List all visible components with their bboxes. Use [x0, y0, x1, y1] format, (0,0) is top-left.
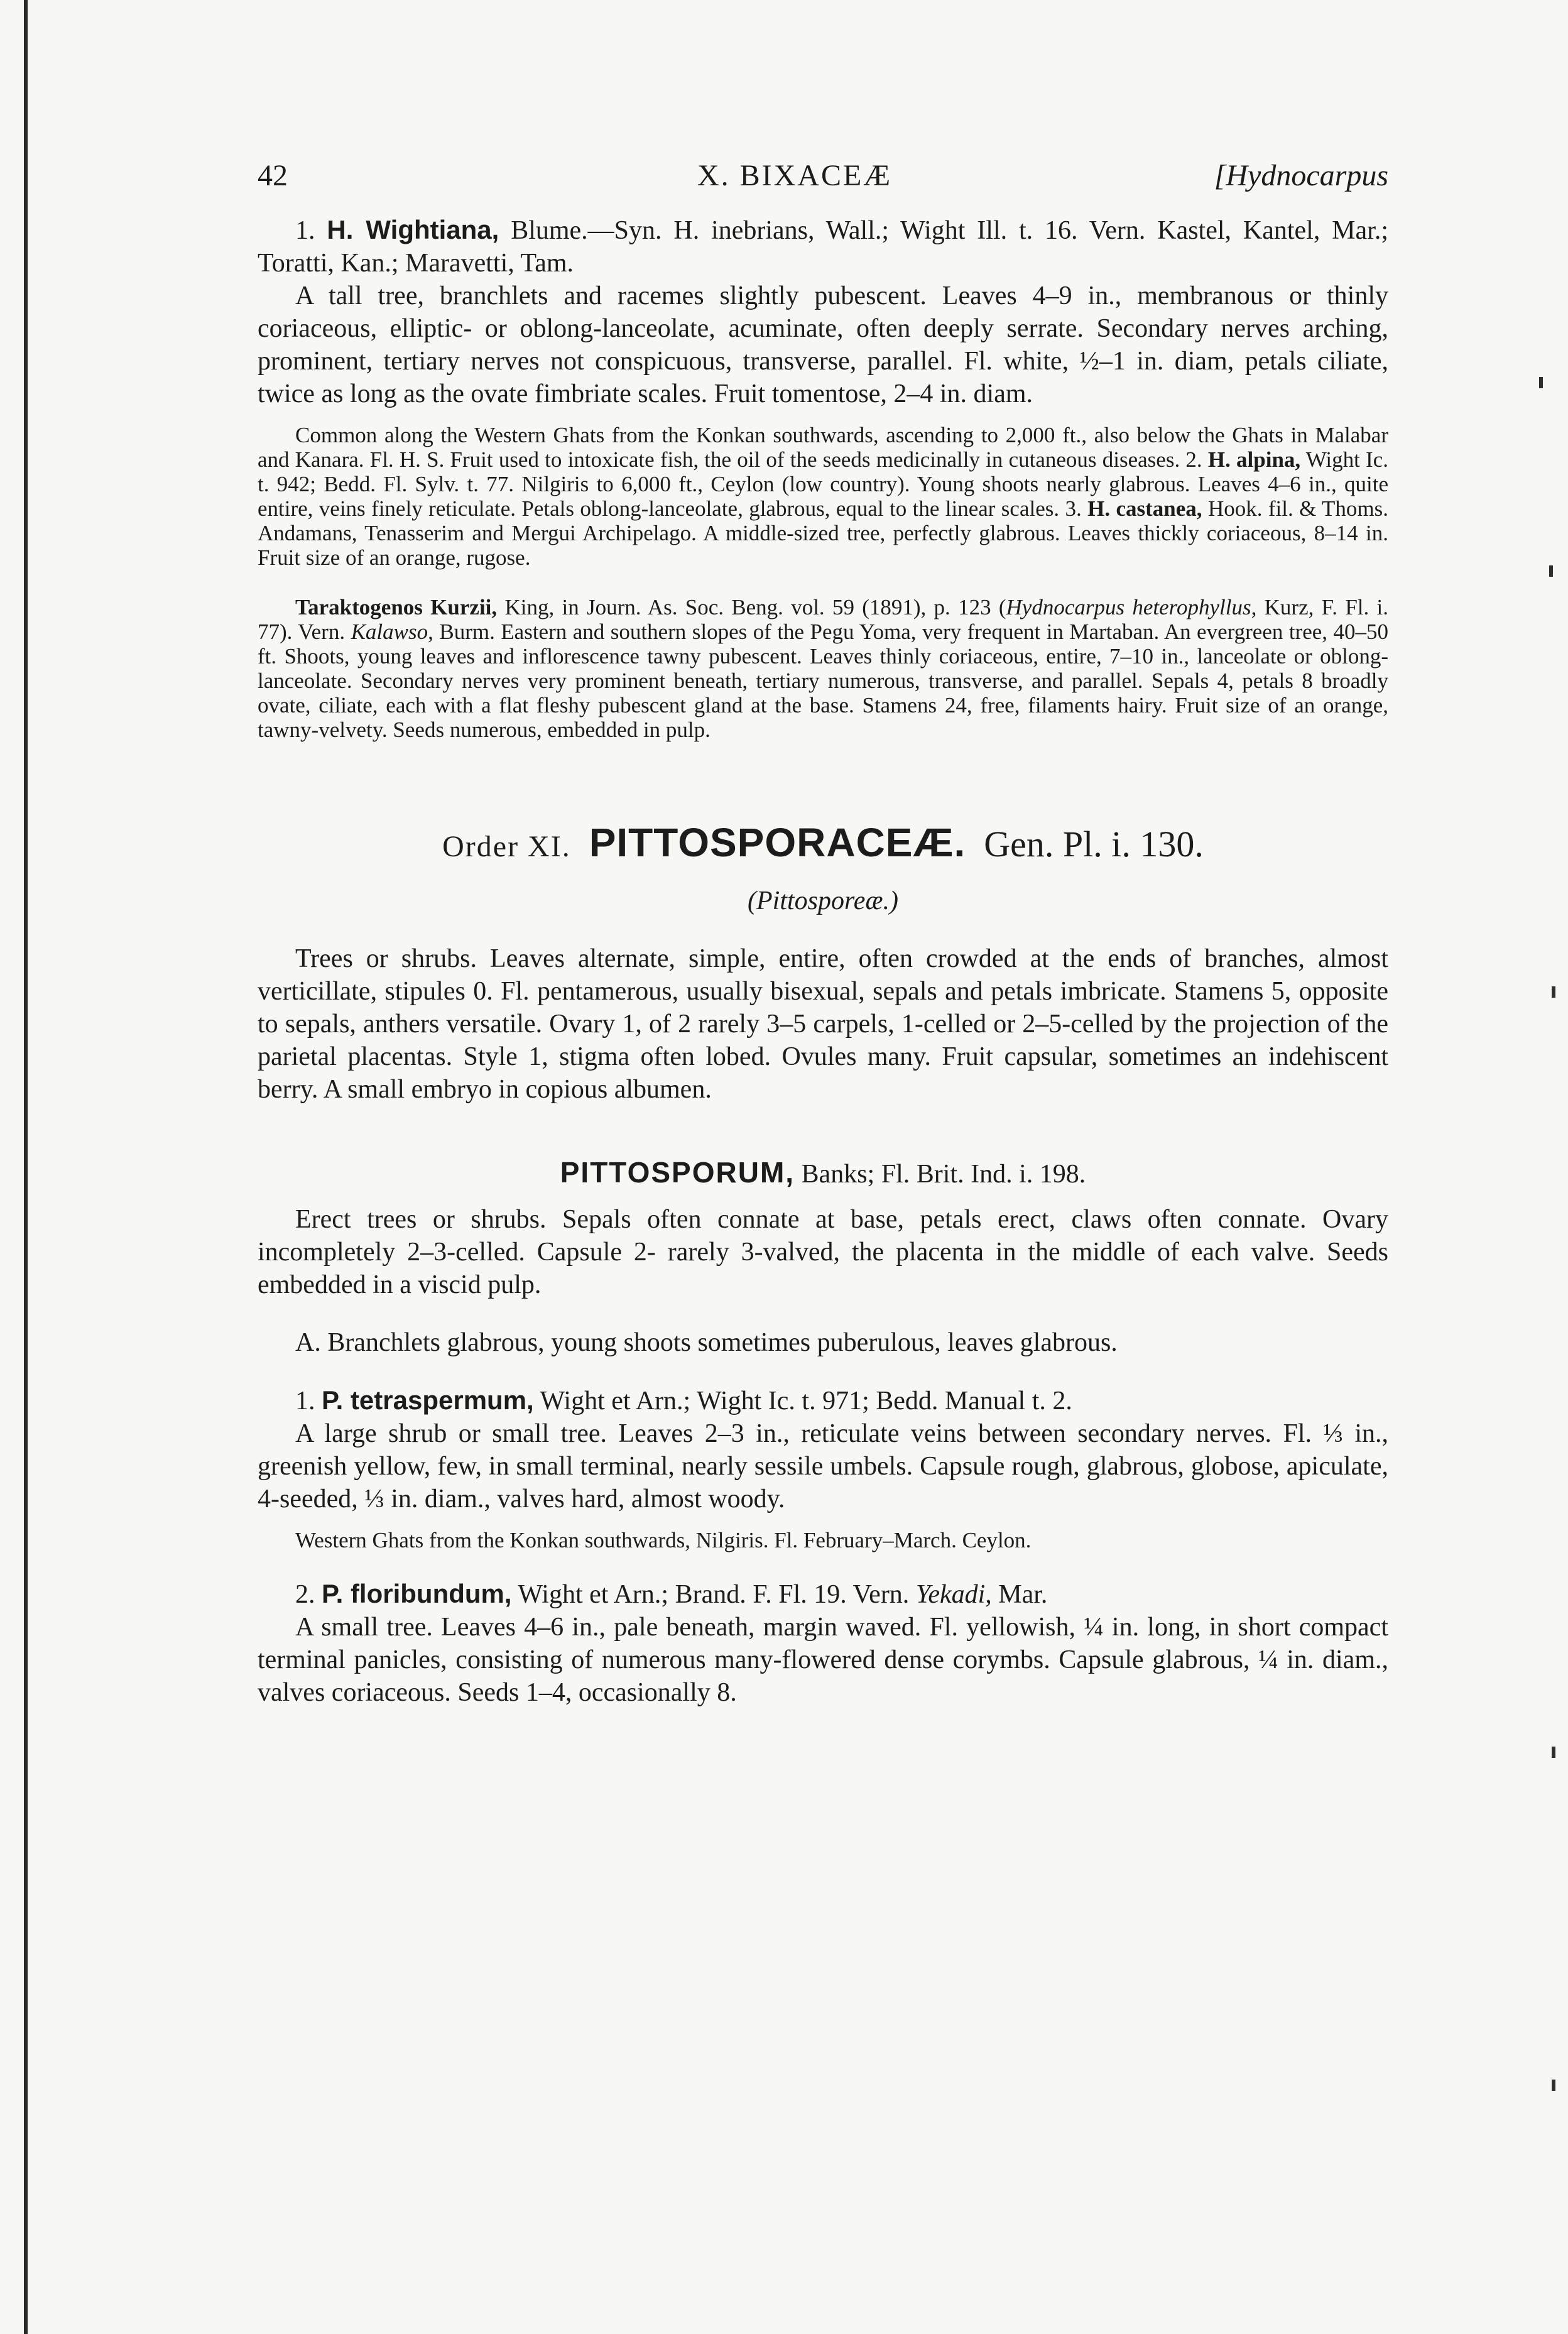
species-reference: Wight et Arn.; Brand. F. Fl. 19. Vern.: [518, 1580, 910, 1609]
order-name: PITTOSPORACEÆ.: [589, 820, 966, 865]
species-name-alpina: H. alpina,: [1207, 447, 1301, 472]
species-h-wightiana-heading: [258, 214, 1388, 280]
species-synonymy: Blume.—Syn. H. inebrians, Wall.; Wight Ill. t. 16. Vern. Kastel, Kantel, Mar.; Toratti, Kan.; Maravetti, Tam.: [258, 216, 1389, 278]
species-name: P. tetraspermum,: [322, 1385, 534, 1415]
taraktogenos-name: Taraktogenos Kurzii,: [295, 595, 498, 619]
species-p-tetraspermum-heading: [258, 1384, 1388, 1417]
species-name: H. Wightiana,: [327, 215, 499, 244]
header-genus: [Hydnocarpus: [1214, 159, 1388, 192]
order-title: [258, 817, 1388, 872]
running-header: [258, 151, 1388, 201]
species-vernacular: Yekadi,: [915, 1580, 992, 1609]
species-p-floribundum-heading: 2. P. floribundum, Wight et Arn.; Brand. F. Fl. 19. Vern. Yekadi, Mar.: [295, 1579, 1048, 1609]
genus-heading: [258, 1156, 1388, 1191]
genus-name: PITTOSPORUM,: [560, 1156, 795, 1189]
genus-description: Erect trees or shrubs. Sepals often connate at base, petals erect, claws often connate. Ovary incompletely 2–3-celled. Capsule 2- rarely 3-valved, the placenta in the middle of each valve. Seeds embedded in a viscid pulp.: [258, 1205, 1388, 1299]
margin-speck: [1539, 377, 1543, 388]
taraktogenos-note: Taraktogenos Kurzii, King, in Journ. As. Soc. Beng. vol. 59 (1891), p. 123 (Hydnocarpus heterophyllus, Kurz, F. Fl. i. 77). Vern. Kalawso, Burm. Eastern and southern slopes of the Pegu Yoma, very frequent in Martaban. An evergreen tree, 40–50 ft. Shoots, young leaves and inflorescence tawny pubescent. Leaves thinly coriaceous, entire, 7–10 in., lanceolate or oblong-lanceolate. Secondary nerves very prominent beneath, tertiary numerous, transverse, and parallel. Sepals 4, petals 8 broadly ovate, ciliate, each with a flat fleshy pubescent gland at the base. Stamens 24, free, filaments hairy. Fruit size of an orange, tawny-velvety. Seeds numerous, embedded in pulp.: [258, 595, 1389, 742]
scan-binding-edge: [24, 0, 28, 2334]
species-reference: Wight et Arn.; Wight Ic. t. 971; Bedd. Manual t. 2.: [540, 1387, 1072, 1415]
order-alt-name: (Pittosporeæ.): [748, 886, 898, 915]
species-description: A small tree. Leaves 4–6 in., pale beneath, margin waved. Fl. yellowish, ¼ in. long, in short compact terminal panicles, consisting of numerous many-flowered dense corymbs. Capsule glabrous, ¼ in. diam., valves coriaceous. Seeds 1–4, occasionally 8.: [258, 1613, 1388, 1707]
order-reference: Gen. Pl. i. 130.: [984, 824, 1204, 864]
margin-speck: [1552, 1747, 1555, 1758]
margin-speck: [1549, 565, 1553, 577]
book-page: [258, 151, 1388, 1709]
species-name: P. floribundum,: [322, 1579, 512, 1608]
header-order: X. BIXACEÆ: [697, 159, 893, 192]
key-group-a: A. Branchlets glabrous, young shoots sometimes puberulous, leaves glabrous.: [295, 1328, 1118, 1357]
order-description: Trees or shrubs. Leaves alternate, simple, entire, often crowded at the ends of branches, almost verticillate, stipules 0. Fl. pentamerous, usually bisexual, sepals and petals imbricate. Stamens 5, opposite to sepals, anthers versatile. Ovary 1, of 2 rarely 3–5 carpels, 1-celled or 2–5-celled by the projection of the parietal placentas. Style 1, stigma often lobed. Ovules many. Fruit capsular, sometimes an indehiscent berry. A small embryo in copious albumen.: [258, 944, 1388, 1104]
species-distribution: Western Ghats from the Konkan southwards, Nilgiris. Fl. February–March. Ceylon.: [295, 1528, 1032, 1552]
margin-speck: [1552, 986, 1555, 998]
margin-speck: [1552, 2080, 1555, 2091]
species-number: 1.: [295, 216, 315, 245]
species-number: 2.: [295, 1580, 315, 1609]
species-description: A tall tree, branchlets and racemes slightly pubescent. Leaves 4–9 in., membranous or thinly coriaceous, elliptic- or oblong-lanceolate, acuminate, often deeply serrate. Secondary nerves arching, prominent, tertiary nerves not conspicuous, transverse, parallel. Fl. white, ½–1 in. diam, petals ciliate, twice as long as the ovate fimbriate scales. Fruit tomentose, 2–4 in. diam.: [258, 281, 1388, 408]
page-number: 42: [258, 159, 288, 192]
species-name-castanea: H. castanea,: [1087, 496, 1202, 521]
species-number: 1.: [295, 1387, 315, 1415]
genus-reference: Banks; Fl. Brit. Ind. i. 198.: [801, 1160, 1086, 1189]
species-notes: Common along the Western Ghats from the Konkan southwards, ascending to 2,000 ft., also below the Ghats in Malabar and Kanara. Fl. H. S. Fruit used to intoxicate fish, the oil of the seeds medicinally in cutaneous diseases. 2. H. alpina, Wight Ic. t. 942; Bedd. Fl. Sylv. t. 77. Nilgiris to 6,000 ft., Ceylon (low country). Young shoots nearly glabrous. Leaves 4–6 in., quite entire, veins finely reticulate. Petals oblong-lanceolate, glabrous, equal to the linear scales. 3. H. castanea, Hook. fil. & Thoms. Andamans, Tenasserim and Mergui Archipelago. A middle-sized tree, perfectly glabrous. Leaves thickly coriaceous, 8–14 in. Fruit size of an orange, rugose.: [258, 423, 1389, 570]
species-description: A large shrub or small tree. Leaves 2–3 in., reticulate veins between secondary nerves. Fl. ⅓ in., greenish yellow, few, in small terminal, nearly sessile umbels. Capsule rough, glabrous, globose, apiculate, 4-seeded, ⅓ in. diam., valves hard, almost woody.: [258, 1419, 1388, 1513]
order-label: Order XI.: [442, 830, 571, 863]
